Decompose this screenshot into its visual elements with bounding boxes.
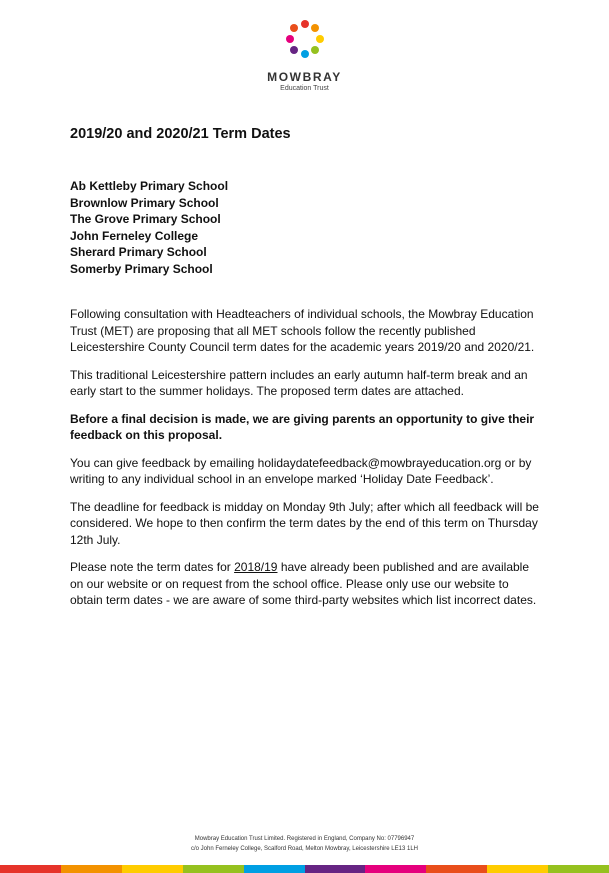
paragraph-how-to-feedback: You can give feedback by emailing holidaydatefeedback@mowbrayeducation.org or by writing to any individual school in an envelope marked ‘Holiday Date Feedback’.	[70, 455, 532, 486]
school-name: The Grove Primary School	[70, 212, 221, 226]
school-name: Somerby Primary School	[70, 261, 213, 276]
logo-dot	[290, 46, 298, 54]
color-bar-segment	[122, 865, 183, 873]
document-title: 2019/20 and 2020/21 Term Dates	[70, 126, 291, 142]
color-bar-segment	[305, 865, 366, 873]
logo-dot	[316, 35, 324, 43]
school-name: Brownlow Primary School	[70, 195, 219, 210]
color-bar-segment	[0, 865, 61, 873]
letter-body	[70, 306, 540, 620]
footer-company-line: Mowbray Education Trust Limited. Registered in England, Company No: 07796947	[194, 836, 415, 842]
color-bar-segment	[244, 865, 305, 873]
color-bar-segment	[548, 865, 609, 873]
school-name: John Ferneley College	[70, 228, 199, 243]
color-bar-segment	[183, 865, 244, 873]
logo-dot	[301, 50, 309, 58]
logo-name: MOWBRAY	[267, 70, 342, 84]
logo-flower-icon	[282, 16, 328, 62]
footer	[0, 834, 609, 854]
logo-dot	[290, 24, 298, 32]
school-list	[70, 178, 228, 277]
school-name: Ab Kettleby Primary School	[70, 179, 229, 193]
logo-dot	[311, 46, 319, 54]
term-dates-2018-link[interactable]: 2018/19	[234, 560, 278, 574]
mowbray-logo	[0, 16, 609, 92]
paragraph-feedback-opportunity: Before a final decision is made, we are giving parents an opportunity to give their feedback on this proposal.	[70, 411, 535, 442]
paragraph-consultation: Following consultation with Headteachers of individual schools, the Mowbray Education Trust (MET) are proposing that all MET schools follow the recently published Leicestershire County Council term dates for the academic years 2019/20 and 2020/21.	[70, 307, 535, 354]
footer-color-bar	[0, 865, 609, 873]
paragraph-pattern: This traditional Leicestershire pattern includes an early autumn half-term break and an early start to the summer holidays. The proposed term dates are attached.	[70, 367, 528, 398]
color-bar-segment	[61, 865, 122, 873]
paragraph-note	[70, 559, 540, 609]
color-bar-segment	[426, 865, 487, 873]
school-name: Sherard Primary School	[70, 245, 207, 259]
logo-dot	[301, 20, 309, 28]
logo-dot	[311, 24, 319, 32]
logo-subtitle: Education Trust	[280, 85, 329, 92]
color-bar-segment	[365, 865, 426, 873]
color-bar-segment	[487, 865, 548, 873]
note-text-start: Please note the term dates for	[70, 560, 235, 574]
paragraph-deadline: The deadline for feedback is midday on Monday 9th July; after which all feedback will be considered. We hope to then confirm the term dates by the end of this term on Thursday 12th July.	[70, 499, 539, 547]
logo-dot	[286, 35, 294, 43]
note-text-end: have already been published and are available on our website or on request from the school office. Please only use our website to obtain term dates - we are aware of some third-party websites which list incorrect dates.	[70, 560, 537, 607]
footer-address-line: c/o John Ferneley College, Scalford Road, Melton Mowbray, Leicestershire LE13 1LH	[190, 846, 418, 852]
